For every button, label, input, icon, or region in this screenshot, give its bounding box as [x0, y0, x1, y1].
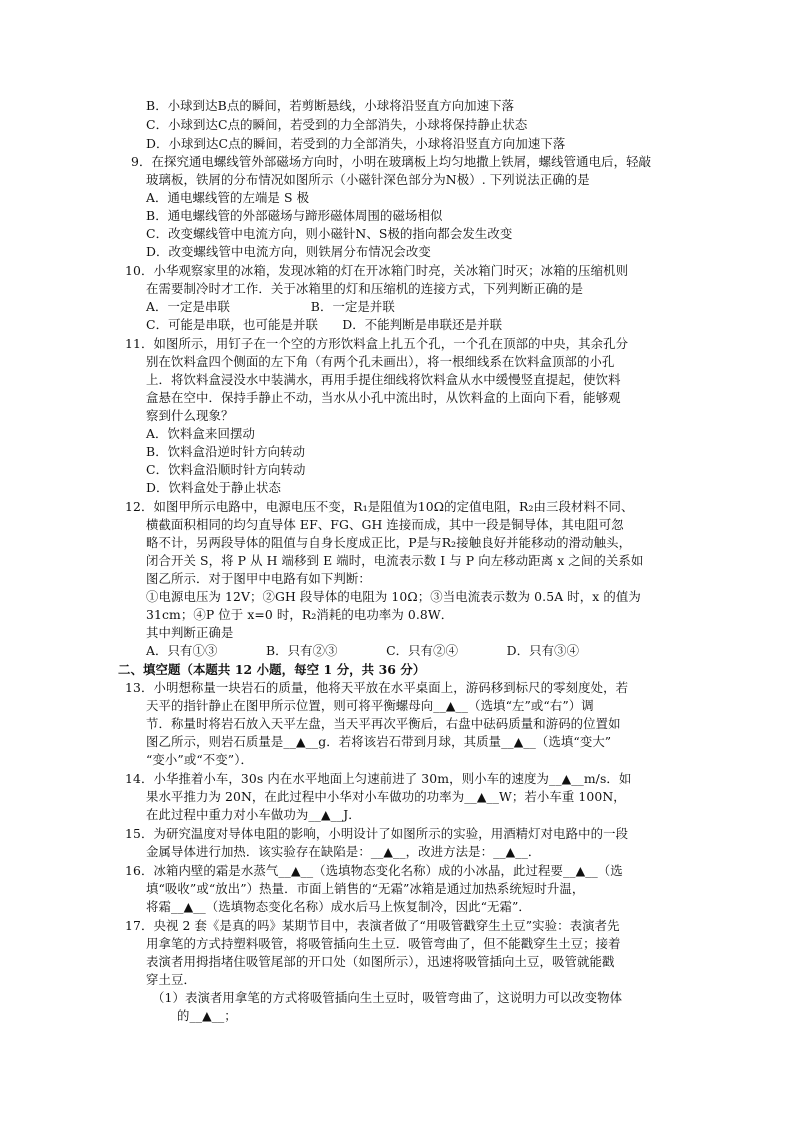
question-13-line-1: 13．小明想称量一块岩石的质量，他将天平放在水平桌面上，游码移到标尺的零刻度处，若: [125, 680, 629, 695]
question-14-line-1: 14．小华推着小车，30s 内在水平地面上匀速前进了 30m，则小车的速度为__▲__m/s．如: [125, 771, 632, 786]
question-11-line-2: 别在饮料盒四个侧面的左下角（有两个孔未画出），将一根细线系在饮料盒顶部的小孔: [146, 354, 615, 369]
question-9-line-2: 玻璃板，铁屑的分布情况如图所示（小磁针深色部分为N极）. 下列说法正确的是: [146, 172, 590, 187]
question-10-line-2: 在需要制冷时才工作．关于冰箱里的灯和压缩机的连接方式，下列判断正确的是: [146, 281, 584, 296]
question-12-line-5: 图乙所示．对于图甲中电路有如下判断：: [146, 571, 371, 586]
question-12-line-7: 31cm；④P 位于 x=0 时，R₂消耗的电功率为 0.8W．: [146, 607, 454, 622]
question-9-line-1: 9．在探究通电螺线管外部磁场方向时，小明在玻璃板上均匀地撒上铁屑，螺线管通电后，轻敲: [131, 154, 652, 169]
option-8d: D．小球到达C点的瞬间，若受到的力全部消失，小球将沿竖直方向加速下落: [146, 136, 566, 151]
section-2-heading: 二、填空题（本题共 12 小题，每空 1 分，共 36 分）: [118, 662, 426, 677]
question-14-line-2: 果水平推力为 20N，在此过程中小华对小车做功的功率为__▲__W；若小车重 100N，: [146, 789, 626, 804]
question-14-line-3: 在此过程中重力对小车做功为__▲__J．: [146, 807, 361, 822]
question-16-line-1: 16．冰箱内壁的霜是水蒸气__▲__（选填物态变化名称）成的小冰晶，此过程要__▲__（选: [125, 863, 623, 878]
question-16-line-3: 将霜__▲__（选填物态变化名称）成水后马上恢复制冷，因此“无霜”．: [146, 899, 531, 914]
question-17-line-2: 用拿笔的方式持塑料吸管，将吸管插向生土豆．吸管弯曲了，但不能戳穿生土豆；接着: [146, 936, 621, 951]
question-17-line-1: 17．央视 2 套《是真的吗》某期节目中，表演者做了“用吸管戳穿生土豆”实验：表演者先: [125, 918, 620, 933]
question-15-line-1: 15．为研究温度对导体电阻的影响，小明设计了如图所示的实验，用酒精灯对电路中的一段: [125, 826, 629, 841]
question-13-line-5: “变小”或“不变”）．: [146, 752, 253, 767]
question-12-line-3: 略不计，另两段导体的阻值与自身长度成正比，P是与R₂接触良好并能移动的滑动触头，: [146, 535, 632, 550]
question-11-line-3: 上．将饮料盒浸没水中装满水，再用手提住细线将饮料盒从水中缓慢竖直提起，使饮料: [146, 372, 621, 387]
question-10-line-1: 10．小华观察家里的冰箱，发现冰箱的灯在开冰箱门时亮，关冰箱门时灭；冰箱的压缩机则: [125, 263, 629, 278]
question-16-line-2: 填“吸收”或“放出”）热量．市面上销售的“无霜”冰箱是通过加热系统短时升温，: [146, 881, 585, 896]
question-13-line-4: 图乙所示，则岩石质量是__▲__g．若将该岩石带到月球，其质量__▲__（选填“变大”: [146, 734, 612, 749]
option-11c: C．饮料盒沿顺时针方向转动: [146, 462, 306, 477]
options-12: A．只有①③ B．只有②③ C．只有②④ D．只有③④: [146, 643, 580, 658]
question-12-line-2: 横截面积相同的均匀直导体 EF、FG、GH 连接而成，其中一段是铜导体，其电阻可忽: [146, 517, 624, 532]
question-15-line-2: 金属导体进行加热．该实验存在缺陷是：__▲__，改进方法是：__▲__．: [146, 844, 541, 859]
question-11-line-1: 11．如图所示，用钉子在一个空的方形饮料盒上扎五个孔，一个孔在顶部的中央，其余孔分: [125, 336, 629, 351]
question-17-line-3: 表演者用拇指堵住吸管尾部的开口处（如图所示），迅速将吸管插向土豆，吸管就能戳: [146, 954, 615, 969]
options-10-cd: C．可能是串联，也可能是并联 D．不能判断是串联还是并联: [146, 317, 503, 332]
question-12-line-1: 12．如图甲所示电路中，电源电压不变，R₁是阻值为10Ω的定值电阻，R₂由三段材料不同、: [125, 499, 634, 514]
question-12-line-4: 闭合开关 S，将 P 从 H 端移到 E 端时，电流表示数 I 与 P 向左移动距离 x 之间的关系如: [146, 553, 644, 568]
option-9b: B．通电螺线管的外部磁场与蹄形磁体周围的磁场相似: [146, 208, 443, 223]
option-8c: C．小球到达C点的瞬间，若受到的力全部消失，小球将保持静止状态: [146, 117, 528, 132]
question-17-sub-1: （1）表演者用拿笔的方式将吸管插向生土豆时，吸管弯曲了，这说明力可以改变物体: [152, 990, 623, 1005]
option-9d: D．改变螺线管中电流方向，则铁屑分布情况会改变: [146, 244, 431, 259]
options-10-ab: A．一定是串联 B．一定是并联: [146, 299, 395, 314]
question-12-line-8: 其中判断正确是: [146, 625, 234, 640]
question-13-line-3: 节．称量时将岩石放入天平左盘，当天平再次平衡后，右盘中砝码质量和游码的位置如: [146, 716, 621, 731]
option-11a: A．饮料盒来回摆动: [146, 426, 255, 441]
option-11b: B．饮料盒沿逆时针方向转动: [146, 444, 306, 459]
question-12-line-6: ①电源电压为 12V；②GH 段导体的电阻为 10Ω；③当电流表示数为 0.5A 时，x 的值为: [146, 589, 641, 604]
option-8b: B．小球到达B点的瞬间，若剪断悬线，小球将沿竖直方向加速下落: [146, 98, 515, 113]
question-11-line-4: 盒悬在空中．保持手静止不动，当水从小孔中流出时，从饮料盒的上面向下看，能够观: [146, 390, 621, 405]
option-9a: A．通电螺线管的左端是 S 极: [146, 190, 310, 205]
question-11-line-5: 察到什么现象？: [146, 408, 234, 423]
question-17-line-4: 穿土豆．: [146, 972, 196, 987]
question-13-line-2: 天平的指针静止在图甲所示位置，则可将平衡螺母向__▲__（选填“左”或“右”）调: [146, 698, 594, 713]
question-17-sub-1-cont: 的__▲__；: [177, 1008, 237, 1023]
option-9c: C．改变螺线管中电流方向，则小磁针N、S极的指向都会发生改变: [146, 226, 513, 241]
option-11d: D．饮料盒处于静止状态: [146, 480, 281, 495]
